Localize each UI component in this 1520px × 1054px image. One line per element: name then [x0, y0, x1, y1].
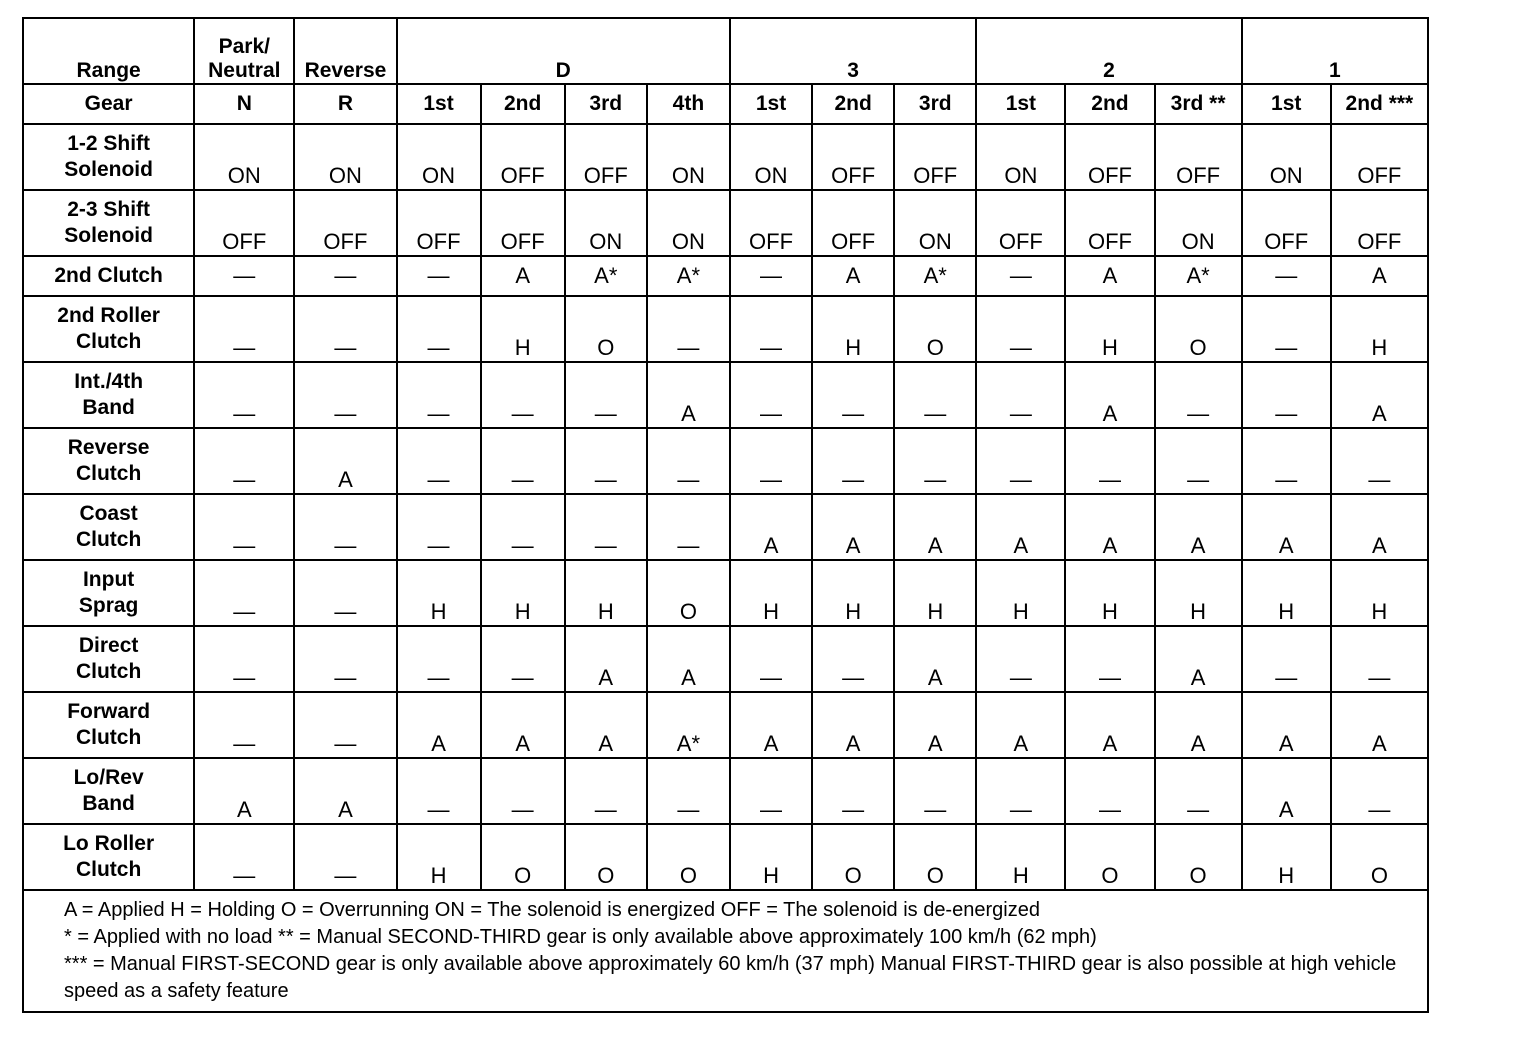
table-cell: A: [1065, 256, 1154, 296]
table-cell: OFF: [1065, 190, 1154, 256]
table-cell: —: [730, 626, 812, 692]
table-cell: —: [1065, 626, 1154, 692]
table-cell: —: [194, 362, 294, 428]
table-cell: A: [1155, 692, 1242, 758]
table-cell: OFF: [481, 124, 565, 190]
row-label-line1: Int./4th: [74, 370, 144, 393]
table-cell: —: [194, 256, 294, 296]
row-label-line2: Clutch: [75, 330, 142, 353]
gear-header-cell: 2nd: [481, 84, 565, 124]
table-cell: —: [565, 362, 647, 428]
row-label: [23, 296, 194, 362]
clutch-apply-chart: [22, 17, 1429, 1013]
table-cell: OFF: [565, 124, 647, 190]
table-cell: —: [1242, 626, 1331, 692]
table-cell: OFF: [294, 190, 396, 256]
table-cell: —: [194, 626, 294, 692]
table-cell: H: [1065, 560, 1154, 626]
table-cell: A: [894, 626, 976, 692]
table-cell: H: [1242, 824, 1331, 890]
row-label: [23, 256, 194, 296]
legend-note-line1: A = Applied H = Holding O = Overrunning ON = The solenoid is energized OFF = The solenoid is de-energized: [64, 899, 1040, 921]
table-cell: —: [397, 494, 481, 560]
table-cell: A*: [1155, 256, 1242, 296]
table-cell: OFF: [194, 190, 294, 256]
table-cell: O: [565, 296, 647, 362]
table-row: [23, 626, 1428, 692]
table-cell: —: [397, 362, 481, 428]
row-label-line1: 1-2 Shift: [67, 132, 151, 155]
gear-header-cell: 1st: [1242, 84, 1331, 124]
table-cell: —: [1242, 362, 1331, 428]
table-cell: H: [812, 560, 894, 626]
table-cell: O: [481, 824, 565, 890]
gear-header-row: [23, 84, 1428, 124]
gear-header-cell: 2nd: [1065, 84, 1154, 124]
table-cell: —: [976, 626, 1065, 692]
table-cell: —: [1242, 256, 1331, 296]
row-label: [23, 362, 194, 428]
row-label-line1: 2nd Roller: [57, 304, 160, 327]
table-cell: ON: [647, 124, 730, 190]
table-cell: H: [976, 824, 1065, 890]
gear-header-cell: 2nd ***: [1331, 84, 1428, 124]
range-park-neutral-line1: Park/: [218, 35, 270, 58]
component-rows: [23, 124, 1428, 890]
table-cell: —: [1242, 428, 1331, 494]
table-cell: ON: [894, 190, 976, 256]
row-label-line2: Solenoid: [64, 158, 153, 181]
table-cell: —: [481, 362, 565, 428]
table-cell: A: [647, 626, 730, 692]
table-cell: A: [1065, 362, 1154, 428]
table-cell: —: [481, 428, 565, 494]
range-2: 2: [976, 18, 1241, 84]
table-cell: —: [294, 824, 396, 890]
row-label-line1: Lo Roller: [63, 832, 155, 855]
table-cell: —: [894, 428, 976, 494]
table-cell: ON: [397, 124, 481, 190]
table-row: [23, 296, 1428, 362]
table-cell: O: [647, 824, 730, 890]
table-cell: —: [294, 494, 396, 560]
row-label-line1: Direct: [78, 634, 139, 657]
table-cell: A: [812, 256, 894, 296]
table-cell: A: [1155, 494, 1242, 560]
table-cell: —: [194, 692, 294, 758]
table-cell: —: [1065, 758, 1154, 824]
table-cell: OFF: [1331, 124, 1428, 190]
table-cell: O: [894, 824, 976, 890]
table-row: [23, 256, 1428, 296]
table-cell: —: [1242, 296, 1331, 362]
table-cell: —: [565, 758, 647, 824]
table-cell: —: [647, 296, 730, 362]
table-cell: OFF: [976, 190, 1065, 256]
row-label-line1: Coast: [79, 502, 138, 525]
row-label-line2: Clutch: [75, 462, 142, 485]
table-cell: A: [1331, 494, 1428, 560]
row-label-line2: Sprag: [78, 594, 139, 617]
table-cell: H: [730, 560, 812, 626]
table-cell: A: [294, 428, 396, 494]
range-park-neutral: [194, 18, 294, 84]
table-cell: —: [397, 296, 481, 362]
table-cell: H: [481, 560, 565, 626]
table-cell: H: [1065, 296, 1154, 362]
table-cell: A: [976, 494, 1065, 560]
table-cell: A: [1065, 494, 1154, 560]
table-cell: —: [647, 428, 730, 494]
table-cell: ON: [647, 190, 730, 256]
table-cell: ON: [565, 190, 647, 256]
table-cell: H: [565, 560, 647, 626]
table-cell: —: [194, 296, 294, 362]
table-cell: OFF: [894, 124, 976, 190]
table-cell: —: [812, 758, 894, 824]
notes-row: [23, 890, 1428, 1012]
table-cell: —: [194, 560, 294, 626]
table-cell: A: [1242, 692, 1331, 758]
table-cell: A: [976, 692, 1065, 758]
table-cell: O: [565, 824, 647, 890]
table-cell: OFF: [1242, 190, 1331, 256]
table-cell: A: [481, 692, 565, 758]
row-label-line1: Lo/Rev: [73, 766, 144, 789]
row-label-line1: Input: [82, 568, 135, 591]
table-cell: —: [294, 560, 396, 626]
table-cell: —: [976, 428, 1065, 494]
row-label: [23, 428, 194, 494]
table-cell: H: [1331, 296, 1428, 362]
range-3: 3: [730, 18, 976, 84]
row-label-line1: 2-3 Shift: [67, 198, 151, 221]
row-label-line1: Reverse: [67, 436, 150, 459]
table-cell: ON: [976, 124, 1065, 190]
table-cell: —: [294, 362, 396, 428]
chart-wrapper: [22, 17, 1429, 1013]
table-cell: ON: [1155, 190, 1242, 256]
range-park-neutral-line2: Neutral: [208, 59, 281, 82]
table-cell: —: [647, 494, 730, 560]
table-cell: A: [647, 362, 730, 428]
gear-label: Gear: [23, 84, 194, 124]
row-label-line2: Clutch: [75, 660, 142, 683]
table-cell: —: [294, 626, 396, 692]
row-label-line1: Forward: [67, 700, 151, 723]
table-cell: —: [894, 362, 976, 428]
table-cell: O: [1331, 824, 1428, 890]
table-cell: A: [812, 692, 894, 758]
table-cell: —: [1331, 758, 1428, 824]
table-cell: —: [976, 758, 1065, 824]
table-row: [23, 758, 1428, 824]
table-cell: —: [565, 428, 647, 494]
table-cell: H: [481, 296, 565, 362]
gear-header-cell: 2nd: [812, 84, 894, 124]
table-cell: —: [1155, 758, 1242, 824]
table-cell: O: [1065, 824, 1154, 890]
row-label: [23, 494, 194, 560]
table-cell: O: [647, 560, 730, 626]
gear-header-cell: 1st: [730, 84, 812, 124]
table-cell: —: [194, 824, 294, 890]
gear-header-cell: 1st: [397, 84, 481, 124]
row-label-line2: Clutch: [75, 528, 142, 551]
table-cell: ON: [1242, 124, 1331, 190]
table-cell: —: [294, 256, 396, 296]
row-label-line2: Clutch: [75, 726, 142, 749]
table-cell: —: [976, 296, 1065, 362]
table-cell: A: [1331, 256, 1428, 296]
table-cell: —: [812, 428, 894, 494]
range-1: 1: [1242, 18, 1428, 84]
table-row: [23, 124, 1428, 190]
table-cell: A*: [647, 692, 730, 758]
table-cell: —: [565, 494, 647, 560]
table-cell: ON: [730, 124, 812, 190]
table-cell: —: [894, 758, 976, 824]
table-cell: —: [397, 758, 481, 824]
table-cell: A*: [647, 256, 730, 296]
table-cell: —: [397, 626, 481, 692]
table-cell: —: [294, 296, 396, 362]
table-cell: A: [1331, 362, 1428, 428]
table-row: [23, 428, 1428, 494]
table-cell: OFF: [730, 190, 812, 256]
table-cell: —: [194, 428, 294, 494]
table-cell: —: [647, 758, 730, 824]
table-cell: OFF: [397, 190, 481, 256]
table-cell: A: [894, 692, 976, 758]
range-header-row: [23, 18, 1428, 84]
gear-header-cell: R: [294, 84, 396, 124]
table-cell: —: [976, 256, 1065, 296]
table-cell: —: [1155, 362, 1242, 428]
table-cell: —: [812, 626, 894, 692]
table-cell: OFF: [812, 190, 894, 256]
table-cell: A*: [565, 256, 647, 296]
table-cell: OFF: [1155, 124, 1242, 190]
gear-header-cell: 1st: [976, 84, 1065, 124]
table-cell: —: [730, 362, 812, 428]
table-cell: O: [1155, 824, 1242, 890]
table-cell: ON: [294, 124, 396, 190]
gear-header-cell: 3rd: [565, 84, 647, 124]
table-cell: H: [1331, 560, 1428, 626]
table-cell: A: [1155, 626, 1242, 692]
table-cell: A: [565, 626, 647, 692]
table-cell: —: [397, 256, 481, 296]
table-cell: —: [812, 362, 894, 428]
table-cell: ON: [194, 124, 294, 190]
table-cell: —: [1331, 626, 1428, 692]
row-label: [23, 190, 194, 256]
table-cell: —: [1065, 428, 1154, 494]
table-row: [23, 824, 1428, 890]
table-cell: H: [730, 824, 812, 890]
table-cell: —: [194, 494, 294, 560]
row-label-line2: Band: [82, 396, 135, 419]
table-cell: —: [481, 494, 565, 560]
gear-header-cell: 3rd **: [1155, 84, 1242, 124]
table-cell: —: [730, 758, 812, 824]
table-cell: —: [1155, 428, 1242, 494]
table-cell: H: [1242, 560, 1331, 626]
table-cell: A: [1242, 758, 1331, 824]
legend-notes: [23, 890, 1428, 1012]
row-label: [23, 560, 194, 626]
table-cell: A: [894, 494, 976, 560]
table-cell: A: [730, 494, 812, 560]
table-cell: OFF: [481, 190, 565, 256]
row-label-line2: Band: [82, 792, 135, 815]
table-cell: —: [730, 256, 812, 296]
gear-header-cell: N: [194, 84, 294, 124]
table-cell: A: [730, 692, 812, 758]
gear-header-cell: 3rd: [894, 84, 976, 124]
table-row: [23, 494, 1428, 560]
table-cell: —: [1331, 428, 1428, 494]
legend-note-line3: *** = Manual FIRST-SECOND gear is only available above approximately 60 km/h (37 mph) Manual FIRST-THIRD gear is also possible at high vehicle speed as a safety feature: [64, 953, 1397, 1002]
table-cell: A: [481, 256, 565, 296]
table-cell: —: [397, 428, 481, 494]
row-label: [23, 824, 194, 890]
range-d: D: [397, 18, 730, 84]
table-cell: A: [294, 758, 396, 824]
table-cell: —: [976, 362, 1065, 428]
table-cell: —: [481, 626, 565, 692]
table-cell: —: [730, 428, 812, 494]
gear-header-cell: 4th: [647, 84, 730, 124]
row-label: [23, 758, 194, 824]
table-cell: H: [812, 296, 894, 362]
row-label-line1: 2nd Clutch: [54, 264, 163, 287]
range-label: Range: [23, 18, 194, 84]
table-row: [23, 190, 1428, 256]
table-cell: H: [397, 824, 481, 890]
table-cell: H: [976, 560, 1065, 626]
table-cell: A*: [894, 256, 976, 296]
legend-note-line2: * = Applied with no load ** = Manual SECOND-THIRD gear is only available above approximately 100 km/h (62 mph): [64, 926, 1097, 948]
table-cell: —: [730, 296, 812, 362]
table-cell: OFF: [812, 124, 894, 190]
table-cell: H: [1155, 560, 1242, 626]
range-reverse: Reverse: [294, 18, 396, 84]
table-cell: H: [397, 560, 481, 626]
table-cell: A: [812, 494, 894, 560]
table-cell: A: [1065, 692, 1154, 758]
table-cell: A: [565, 692, 647, 758]
table-row: [23, 362, 1428, 428]
table-cell: OFF: [1331, 190, 1428, 256]
table-cell: —: [481, 758, 565, 824]
table-cell: A: [1242, 494, 1331, 560]
row-label-line2: Clutch: [75, 858, 142, 881]
table-cell: A: [194, 758, 294, 824]
table-cell: A: [397, 692, 481, 758]
table-row: [23, 692, 1428, 758]
table-row: [23, 560, 1428, 626]
table-cell: O: [1155, 296, 1242, 362]
table-cell: —: [294, 692, 396, 758]
row-label: [23, 626, 194, 692]
table-cell: OFF: [1065, 124, 1154, 190]
row-label-line2: Solenoid: [64, 224, 153, 247]
table-cell: H: [894, 560, 976, 626]
table-cell: O: [812, 824, 894, 890]
table-cell: O: [894, 296, 976, 362]
row-label: [23, 124, 194, 190]
row-label: [23, 692, 194, 758]
table-cell: A: [1331, 692, 1428, 758]
